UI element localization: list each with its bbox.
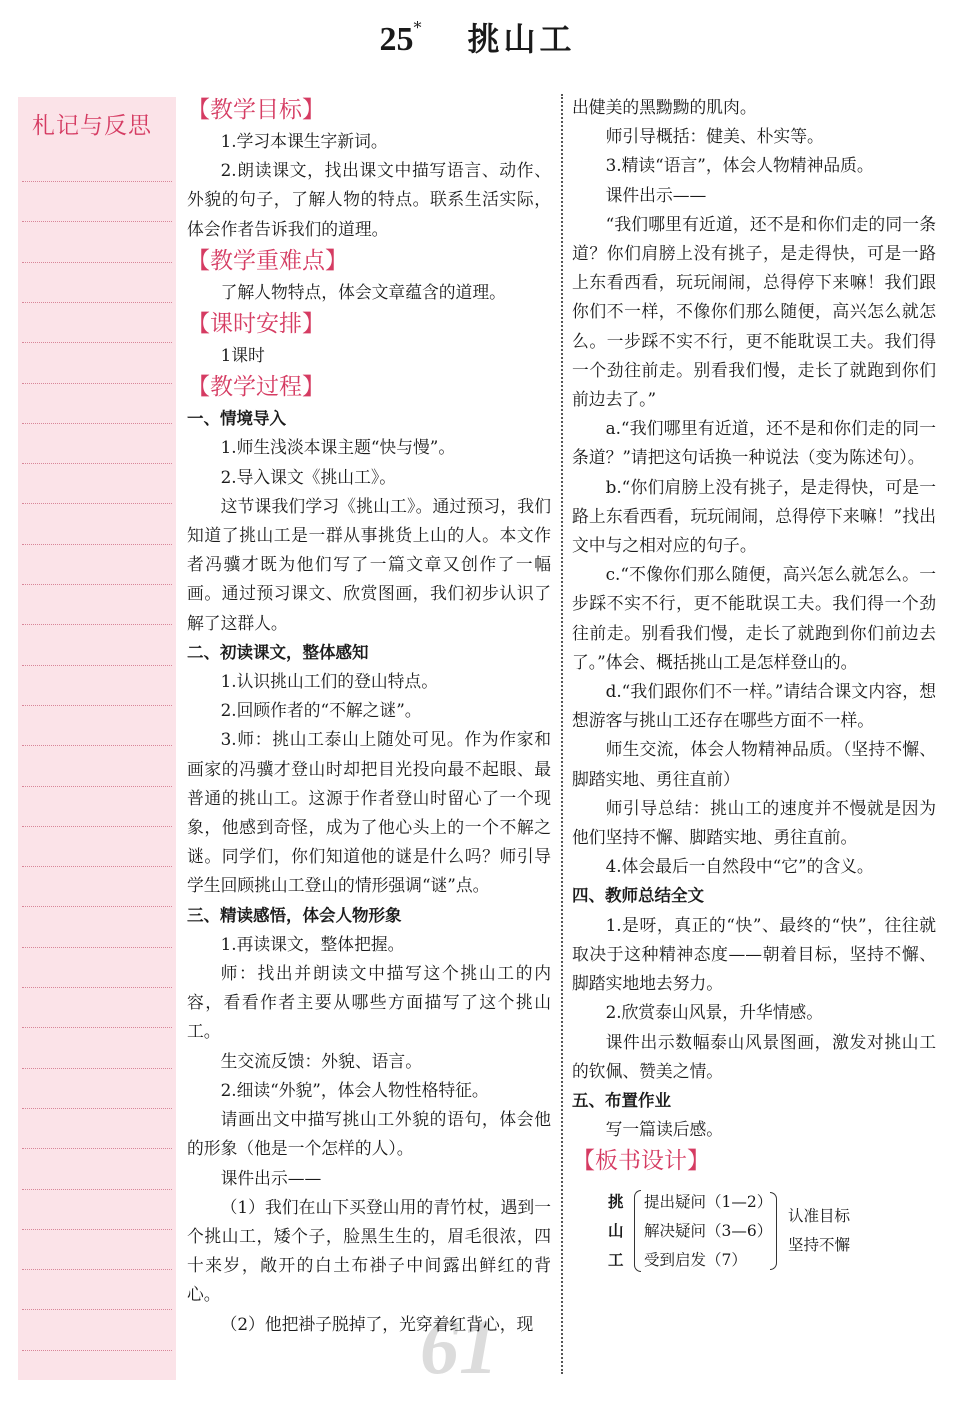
paragraph: 3.师：挑山工泰山上随处可见。作为作家和画家的冯骥才登山时却把目光投向最不起眼、最普通的挑山工。这源于作者登山时留心了一个现象，他感到奇怪，成为了他心头上的一个不解之谜。同学们，你们知道他的谜是什么吗？师引导学生回顾挑山工登山的情形强调“谜”点。 <box>187 729 551 896</box>
board-char: 挑 <box>608 1193 624 1212</box>
paragraph: 4.体会最后一自然段中“它”的含义。 <box>605 856 874 877</box>
paragraph: 了解人物特点，体会文章蕴含的道理。 <box>220 281 506 302</box>
note-line <box>22 584 172 585</box>
note-line <box>22 1108 172 1109</box>
section-title: 【课时安排】 <box>187 311 325 338</box>
note-line <box>22 383 172 384</box>
note-line <box>22 342 172 343</box>
paragraph: a.“我们哪里有近道，还不是和你们走的同一条道？”请把这句话换一种说法（变为陈述句）。 <box>572 418 936 468</box>
note-line <box>22 302 172 303</box>
paragraph: 2.朗读课文，找出课文中描写语言、动作、外貌的句子，了解人物的特点。联系生活实际，体会作者告诉我们的道理。 <box>187 160 551 239</box>
note-line <box>22 423 172 424</box>
paragraph: b.“你们肩膀上没有挑子，是走得快，可是一路上东看西看，玩玩闹闹，总得停下来嘛！”找出文中与之相对应的句子。 <box>572 476 936 556</box>
section-title: 【教学过程】 <box>187 374 325 401</box>
paragraph: 1.再读课文，整体把握。 <box>220 933 405 954</box>
note-line <box>22 745 172 746</box>
lesson-title: 挑山工 <box>467 20 576 58</box>
board-result: 认准目标 <box>788 1207 851 1226</box>
note-line <box>22 262 172 263</box>
paragraph: 1.认识挑山工们的登山特点。 <box>220 671 438 692</box>
note-line <box>22 544 172 545</box>
subsection-title: 二、初读课文，整体感知 <box>187 642 369 662</box>
paragraph: c.“不像你们那么随便，高兴怎么就怎么。一步踩不实不行，更不能耽误工夫。我们得一个劲往前走。别看我们慢，走长了就跑到你们前边去了。”体会、概括挑山工是怎样登山的。 <box>572 564 936 672</box>
subsection-title: 五、布置作业 <box>572 1090 671 1110</box>
subsection-title: 一、情境导入 <box>187 409 286 429</box>
left-column <box>187 93 551 1339</box>
note-line <box>22 1068 172 1069</box>
board-item: 提出疑问（1—2） <box>644 1193 773 1212</box>
note-line <box>22 1189 172 1190</box>
paragraph: 生交流反馈：外貌、语言。 <box>220 1050 422 1071</box>
note-line <box>22 503 172 504</box>
paragraph: 出健美的黑黝黝的肌肉。 <box>572 97 757 117</box>
paragraph: 1.是呀，真正的“快”、最终的“快”，往往就取决于这种精神态度——朝着目标，坚持不懈、脚踏实地地去努力。 <box>572 914 936 994</box>
board-char: 工 <box>608 1251 624 1270</box>
paragraph: 请画出文中描写挑山工外貌的语句，体会他的形象（他是一个怎样的人）。 <box>187 1109 551 1159</box>
board-item: 受到启发（7） <box>644 1251 747 1270</box>
subsection-title: 三、精读感悟，体会人物形象 <box>187 905 402 925</box>
note-line <box>22 624 172 625</box>
paragraph: 2.回顾作者的“不解之谜”。 <box>220 700 422 721</box>
paragraph: 课件出示—— <box>605 184 707 205</box>
board-brace-right <box>770 1192 777 1270</box>
note-line <box>22 1350 172 1351</box>
column-divider <box>561 94 563 1374</box>
paragraph: （2）他把褂子脱掉了，光穿着红背心，现 <box>220 1313 534 1334</box>
subsection-title: 四、教师总结全文 <box>572 886 704 906</box>
note-line <box>22 1269 172 1270</box>
paragraph: 师引导总结：挑山工的速度并不慢就是因为他们坚持不懈、脚踏实地、勇往直前。 <box>572 797 936 848</box>
paragraph: “我们哪里有近道，还不是和你们走的同一条道？你们肩膀上没有挑子，是走得快，可是一路上东看西看，玩玩闹闹，总得停下来嘛！我们跟你们不一样，不像你们那么随便，高兴怎么就怎么。一步踩不实不行，更不能耽误工夫。我们得一个劲往前走。别看我们慢，走长了就跑到你们前边去了。” <box>572 213 936 410</box>
paragraph: 2.细读“外貌”，体会人物性格特征。 <box>220 1079 489 1100</box>
note-line <box>22 786 172 787</box>
note-line <box>22 1309 172 1310</box>
paragraph: 1.学习本课生字新词。 <box>220 131 388 151</box>
note-line <box>22 181 172 182</box>
note-line <box>22 1148 172 1149</box>
note-line <box>22 1027 172 1028</box>
note-line <box>22 987 172 988</box>
lesson-star: * <box>413 18 422 37</box>
page-number: 61 <box>420 1303 498 1390</box>
paragraph: 2.欣赏泰山风景，升华情感。 <box>605 1002 823 1023</box>
note-line <box>22 1229 172 1230</box>
board-item: 解决疑问（3—6） <box>644 1222 773 1241</box>
right-column <box>572 93 936 1274</box>
paragraph: 3.精读“语言”，体会人物精神品质。 <box>605 155 874 176</box>
paragraph: 课件出示数幅泰山风景图画，激发对挑山工的钦佩、赞美之情。 <box>572 1031 936 1081</box>
lesson-number: 25 <box>379 21 414 58</box>
paragraph: 2.导入课文《挑山工》。 <box>220 466 397 487</box>
section-title: 【教学重难点】 <box>187 247 348 274</box>
board-result: 坚持不懈 <box>788 1236 851 1255</box>
paragraph: 师生交流，体会人物精神品质。（坚持不懈、脚踏实地、勇往直前） <box>572 739 936 789</box>
sidebar-title: 札记与反思 <box>32 113 152 139</box>
note-line <box>22 221 172 222</box>
page-header <box>0 14 955 64</box>
note-line <box>22 705 172 706</box>
board-brace-left <box>634 1190 641 1272</box>
note-line <box>22 665 172 666</box>
paragraph: 师引导概括：健美、朴实等。 <box>605 126 824 147</box>
paragraph: d.“我们跟你们不一样。”请结合课文内容，想想游客与挑山工还存在哪些方面不一样。 <box>572 681 936 731</box>
note-line <box>22 906 172 907</box>
section-title: 【板书设计】 <box>572 1148 710 1175</box>
board-design <box>572 1184 936 1274</box>
note-line <box>22 866 172 867</box>
note-line <box>22 826 172 827</box>
section-title: 【教学目标】 <box>187 97 325 123</box>
paragraph: 课件出示—— <box>220 1167 322 1188</box>
paragraph: 这节课我们学习《挑山工》。通过预习，我们知道了挑山工是一群从事挑货上山的人。本文作者冯骥才既为他们写了一篇文章又创作了一幅画。通过预习课文、欣赏图画，我们初步认识了解了这群人。 <box>187 495 551 633</box>
paragraph: （1）我们在山下买登山用的青竹杖，遇到一个挑山工，矮个子，脸黑生生的，眉毛很浓，四十来岁，敞开的白土布褂子中间露出鲜红的背心。 <box>187 1196 551 1305</box>
paragraph: 1.师生浅淡本课主题“快与慢”。 <box>220 437 456 458</box>
paragraph: 1课时 <box>220 345 265 366</box>
board-char: 山 <box>608 1222 624 1241</box>
notes-sidebar <box>18 97 176 1380</box>
note-line <box>22 947 172 948</box>
note-line <box>22 463 172 464</box>
paragraph: 写一篇读后感。 <box>605 1119 724 1140</box>
paragraph: 师：找出并朗读文中描写这个挑山工的内容，看看作者主要从哪些方面描写了这个挑山工。 <box>187 963 551 1042</box>
